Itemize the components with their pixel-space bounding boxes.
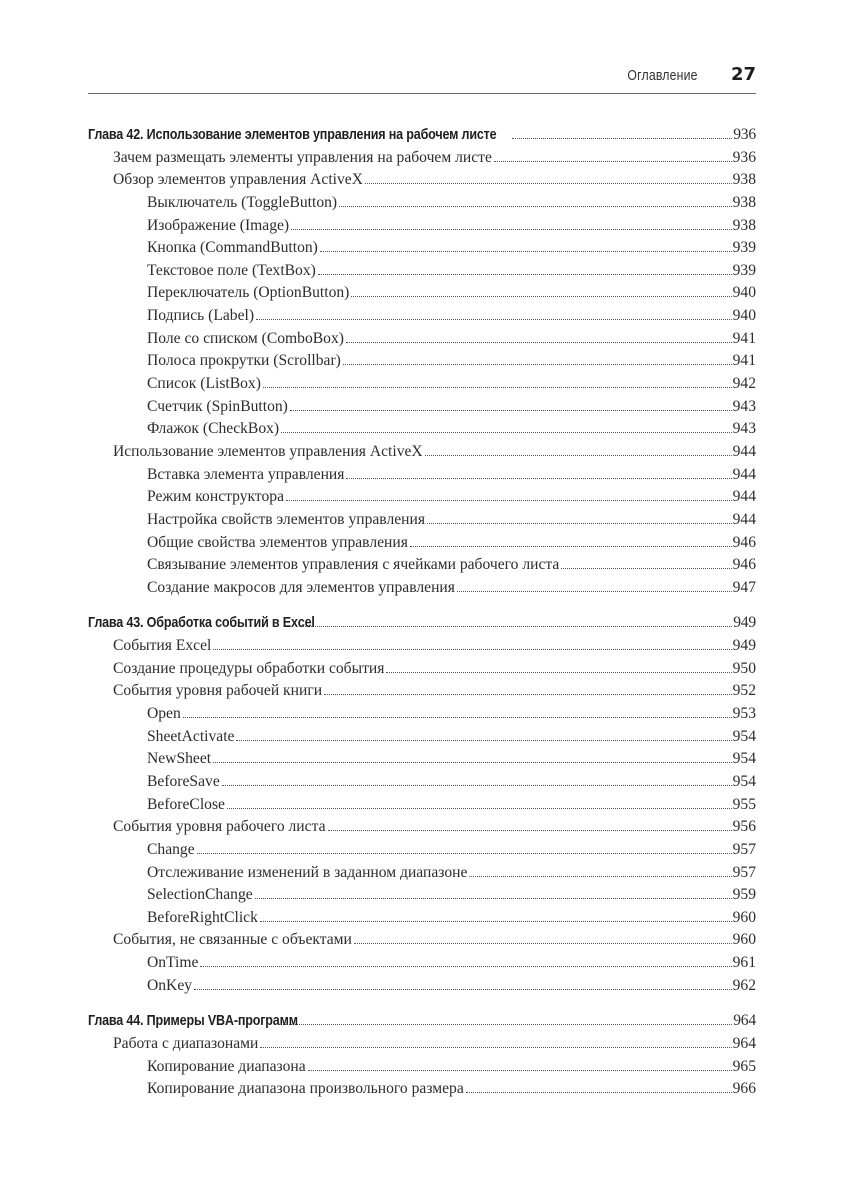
toc-entry-page: 964	[733, 1012, 756, 1030]
toc-subsection-entry	[88, 284, 756, 307]
toc-entry-title: SheetActivate	[147, 727, 235, 745]
dot-leader	[324, 693, 732, 695]
toc-entry-title: Работа с диапазонами	[113, 1034, 259, 1052]
toc-entry-page: 939	[732, 261, 756, 279]
toc-subsection-entry	[88, 217, 756, 240]
toc-entry-title: Переключатель (OptionButton)	[147, 284, 350, 302]
dot-leader	[213, 761, 732, 763]
dot-leader	[256, 318, 732, 320]
toc-section-entry	[88, 637, 756, 660]
running-header-title: Оглавление	[627, 67, 698, 84]
dot-leader	[386, 671, 731, 673]
toc-entry-title: Open	[147, 705, 181, 723]
dot-leader	[290, 409, 732, 411]
toc-subsection-entry	[88, 864, 756, 887]
toc-entry-page: 946	[732, 556, 756, 574]
toc-subsection-entry	[88, 534, 756, 557]
toc-subsection-entry	[88, 375, 756, 398]
toc-subsection-entry	[88, 886, 756, 909]
toc-entry-page: 938	[732, 171, 756, 189]
dot-leader	[263, 386, 732, 388]
toc-subsection-entry	[88, 954, 756, 977]
toc-entry-title: OnTime	[147, 954, 199, 972]
toc-entry-title: События уровня рабочего листа	[113, 818, 326, 836]
toc-entry-title: Использование элементов управления ActiveX	[113, 442, 423, 460]
toc-entry-page: 965	[732, 1057, 756, 1075]
toc-chapter-entry	[88, 126, 756, 149]
toc-entry-title: Изображение (Image)	[147, 216, 290, 234]
toc-subsection-entry	[88, 1080, 756, 1103]
dot-leader	[222, 784, 732, 786]
toc-entry-page: 966	[732, 1080, 756, 1098]
toc-entry-page: 949	[732, 637, 756, 655]
dot-leader	[308, 1069, 732, 1071]
toc-subsection-entry	[88, 841, 756, 864]
dot-leader	[512, 137, 733, 139]
toc-entry-page: 939	[732, 239, 756, 257]
toc-entry-page: 949	[733, 614, 756, 632]
toc-entry-page: 959	[732, 886, 756, 904]
dot-leader	[339, 205, 732, 207]
toc-entry-page: 944	[732, 442, 756, 460]
toc-entry-page: 943	[732, 420, 756, 438]
toc-section-entry	[88, 443, 756, 466]
toc-entry-title: NewSheet	[147, 750, 212, 768]
dot-leader	[183, 716, 732, 718]
toc-entry-title: События, не связанные с объектами	[113, 931, 352, 949]
dot-leader	[213, 648, 731, 650]
toc-section-entry	[88, 1035, 756, 1058]
toc-entry-page: 954	[732, 750, 756, 768]
toc-subsection-entry	[88, 194, 756, 217]
toc-entry-title: BeforeClose	[147, 795, 225, 813]
dot-leader	[469, 875, 731, 877]
dot-leader	[354, 942, 732, 944]
toc-entry-title: Копирование диапазона	[147, 1057, 306, 1075]
toc-entry-title: Вставка элемента управления	[147, 465, 345, 483]
toc-entry-page: 961	[732, 954, 756, 972]
toc-entry-page: 960	[732, 908, 756, 926]
toc-entry-page: 953	[732, 705, 756, 723]
toc-entry-page: 940	[732, 284, 756, 302]
dot-leader	[561, 567, 731, 569]
toc-entry-title: Настройка свойств элементов управления	[147, 510, 426, 528]
toc-entry-page: 943	[732, 397, 756, 415]
toc-entry-title: Общие свойства элементов управления	[147, 533, 408, 551]
dot-leader	[300, 625, 732, 627]
toc-entry-page: 938	[732, 216, 756, 234]
dot-leader	[291, 228, 731, 230]
toc-entry-page: 957	[732, 840, 756, 858]
toc-entry-page: 952	[732, 682, 756, 700]
toc-section-entry	[88, 931, 756, 954]
toc-subsection-entry	[88, 728, 756, 751]
toc-subsection-entry	[88, 307, 756, 330]
toc-entry-title: События Excel	[113, 637, 212, 655]
toc-entry-title: Связывание элементов управления с ячейками рабочего листа	[147, 556, 560, 574]
dot-leader	[260, 1046, 731, 1048]
dot-leader	[236, 739, 731, 741]
dot-leader	[281, 1023, 733, 1025]
toc-entry-title: Выключатель (ToggleButton)	[147, 193, 338, 211]
toc-entry-page: 950	[732, 659, 756, 677]
toc-subsection-entry	[88, 511, 756, 534]
toc-subsection-entry	[88, 466, 756, 489]
toc-subsection-entry	[88, 398, 756, 421]
toc-entry-title: Флажок (CheckBox)	[147, 420, 280, 438]
dot-leader	[494, 160, 732, 162]
toc-subsection-entry	[88, 420, 756, 443]
toc-entry-title: BeforeSave	[147, 772, 220, 790]
toc-entry-page: 941	[732, 329, 756, 347]
dot-leader	[318, 273, 732, 275]
dot-leader	[346, 341, 732, 343]
toc-subsection-entry	[88, 705, 756, 728]
toc-entry-title: Обзор элементов управления ActiveX	[113, 171, 363, 189]
toc-subsection-entry	[88, 488, 756, 511]
toc-entry-page: 942	[732, 375, 756, 393]
dot-leader	[466, 1091, 732, 1093]
toc-entry-page: 940	[732, 307, 756, 325]
toc-entry-title: SelectionChange	[147, 886, 253, 904]
toc-entry-title: Глава 43. Обработка событий в Excel	[88, 615, 315, 632]
table-of-contents	[88, 126, 756, 1103]
dot-leader	[343, 363, 732, 365]
toc-section-entry	[88, 818, 756, 841]
dot-leader	[194, 988, 732, 990]
toc-entry-title: Список (ListBox)	[147, 375, 261, 393]
toc-entry-title: Полоса прокрутки (Scrollbar)	[147, 352, 341, 370]
toc-entry-title: Поле со списком (ComboBox)	[147, 329, 344, 347]
toc-subsection-entry	[88, 579, 756, 602]
dot-leader	[427, 522, 732, 524]
toc-entry-page: 941	[732, 352, 756, 370]
dot-leader	[351, 295, 731, 297]
toc-subsection-entry	[88, 1058, 756, 1081]
toc-entry-page: 936	[733, 126, 756, 143]
dot-leader	[255, 897, 732, 899]
toc-subsection-entry	[88, 352, 756, 375]
toc-subsection-entry	[88, 330, 756, 353]
toc-subsection-entry	[88, 909, 756, 932]
dot-leader	[346, 477, 731, 479]
toc-entry-page: 955	[732, 795, 756, 813]
toc-subsection-entry	[88, 239, 756, 262]
toc-entry-title: Глава 42. Использование элементов управления на рабочем листе	[88, 127, 497, 143]
toc-entry-title: Создание макросов для элементов управления	[147, 578, 455, 596]
toc-subsection-entry	[88, 977, 756, 1000]
toc-subsection-entry	[88, 773, 756, 796]
toc-entry-page: 964	[732, 1034, 756, 1052]
toc-entry-page: 944	[732, 488, 756, 506]
toc-section-entry	[88, 682, 756, 705]
dot-leader	[365, 182, 732, 184]
toc-entry-page: 938	[732, 193, 756, 211]
toc-entry-title: Счетчик (SpinButton)	[147, 397, 288, 415]
toc-entry-page: 946	[732, 533, 756, 551]
toc-entry-page: 947	[732, 578, 756, 596]
dot-leader	[197, 852, 732, 854]
toc-entry-title: Создание процедуры обработки события	[113, 659, 385, 677]
toc-entry-page: 962	[732, 976, 756, 994]
dot-leader	[200, 965, 731, 967]
dot-leader	[320, 250, 732, 252]
toc-entry-title: Глава 44. Примеры VBA-программ	[88, 1013, 298, 1030]
dot-leader	[286, 499, 732, 501]
dot-leader	[281, 431, 731, 433]
toc-entry-page: 936	[732, 148, 756, 166]
dot-leader	[425, 454, 732, 456]
toc-subsection-entry	[88, 750, 756, 773]
toc-entry-title: Копирование диапазона произвольного размера	[147, 1080, 464, 1098]
toc-entry-title: Зачем размещать элементы управления на рабочем листе	[113, 148, 492, 166]
toc-entry-page: 944	[732, 510, 756, 528]
toc-entry-page: 956	[732, 818, 756, 836]
toc-chapter-entry	[88, 1012, 756, 1035]
dot-leader	[410, 545, 732, 547]
toc-subsection-entry	[88, 796, 756, 819]
toc-entry-title: Change	[147, 840, 195, 858]
toc-chapter-entry	[88, 614, 756, 637]
dot-leader	[328, 829, 732, 831]
toc-entry-page: 954	[732, 727, 756, 745]
toc-entry-title: BeforeRightClick	[147, 908, 258, 926]
toc-entry-page: 954	[732, 772, 756, 790]
toc-section-entry	[88, 660, 756, 683]
toc-entry-title: OnKey	[147, 976, 193, 994]
toc-entry-page: 960	[732, 931, 756, 949]
toc-subsection-entry	[88, 262, 756, 285]
toc-entry-title: Текстовое поле (TextBox)	[147, 261, 316, 279]
toc-entry-title: События уровня рабочей книги	[113, 682, 323, 700]
toc-entry-page: 944	[732, 465, 756, 483]
dot-leader	[227, 807, 732, 809]
toc-section-entry	[88, 171, 756, 194]
toc-entry-title: Подпись (Label)	[147, 307, 255, 325]
toc-section-entry	[88, 149, 756, 172]
toc-entry-page: 957	[732, 863, 756, 881]
dot-leader	[260, 920, 732, 922]
toc-entry-title: Режим конструктора	[147, 488, 285, 506]
toc-entry-title: Отслеживание изменений в заданном диапазоне	[147, 863, 468, 881]
dot-leader	[457, 590, 732, 592]
toc-subsection-entry	[88, 556, 756, 579]
page-number: 27	[730, 64, 756, 85]
toc-entry-title: Кнопка (CommandButton)	[147, 239, 318, 257]
running-header	[88, 60, 756, 94]
